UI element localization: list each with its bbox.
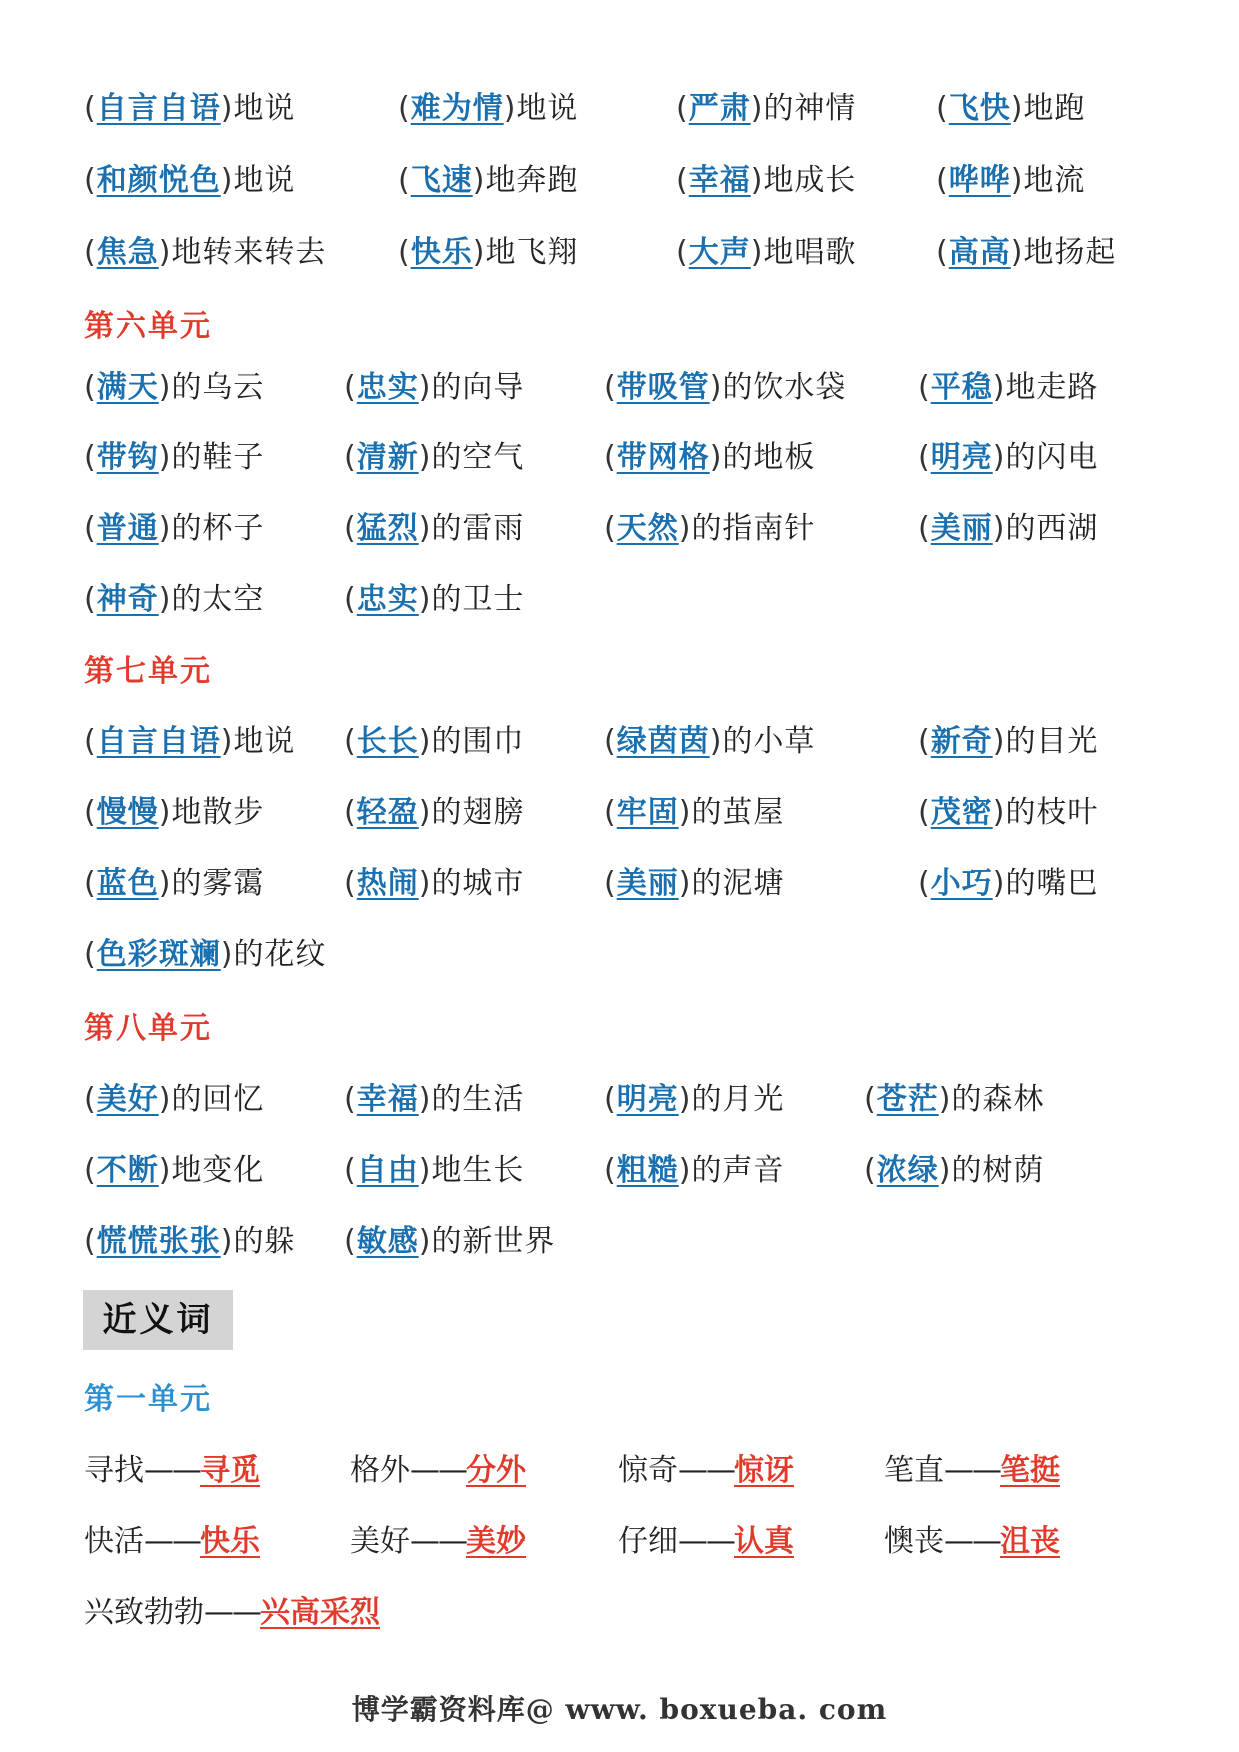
phrase-row (0, 429, 1239, 487)
phrase-row (0, 571, 1239, 629)
phrase-row (0, 1071, 1239, 1129)
phrase-item: (幸福)的生活 (344, 1082, 525, 1117)
synonym-pair: 兴致勃勃——兴高采烈 (84, 1595, 380, 1630)
phrase-row (0, 359, 1239, 417)
phrase-item: (新奇)的目光 (918, 724, 1099, 759)
unit-heading: 第一单元 (84, 1382, 212, 1417)
phrase-item: (高高)地扬起 (936, 235, 1117, 270)
phrase-item: (忠实)的向导 (344, 370, 525, 405)
phrase-item: (长长)的围巾 (344, 724, 525, 759)
phrase-item: (飞速)地奔跑 (398, 163, 579, 198)
phrase-row (0, 80, 1239, 138)
synonym-row (0, 1513, 1239, 1571)
phrase-item: (满天)的乌云 (84, 370, 265, 405)
phrase-item: (明亮)的闪电 (918, 440, 1099, 475)
phrase-item: (带吸管)的饮水袋 (604, 370, 847, 405)
synonym-pair: 懊丧——沮丧 (884, 1524, 1060, 1559)
phrase-item: (慢慢)地散步 (84, 795, 265, 830)
phrase-item: (敏感)的新世界 (344, 1224, 556, 1259)
phrase-item: (美好)的回忆 (84, 1082, 265, 1117)
phrase-item: (清新)的空气 (344, 440, 525, 475)
phrase-row (0, 784, 1239, 842)
phrase-item: (焦急)地转来转去 (84, 235, 327, 270)
phrase-item: (和颜悦色)地说 (84, 163, 296, 198)
phrase-item: (忠实)的卫士 (344, 582, 525, 617)
phrase-item: (神奇)的太空 (84, 582, 265, 617)
unit-heading: 第八单元 (84, 1011, 212, 1046)
section-label-synonyms: 近义词 (83, 1290, 233, 1350)
phrase-item: (带钩)的鞋子 (84, 440, 265, 475)
phrase-item: (自言自语)地说 (84, 724, 296, 759)
phrase-item: (自言自语)地说 (84, 91, 296, 126)
synonym-pair: 仔细——认真 (618, 1524, 794, 1559)
phrase-item: (平稳)地走路 (918, 370, 1099, 405)
phrase-row (0, 152, 1239, 210)
phrase-row (0, 1142, 1239, 1200)
phrase-item: (美丽)的泥塘 (604, 866, 785, 901)
synonym-pair: 美好——美妙 (350, 1524, 526, 1559)
phrase-item: (慌慌张张)的躲 (84, 1224, 296, 1259)
phrase-item: (大声)地唱歌 (676, 235, 857, 270)
phrase-item: (茂密)的枝叶 (918, 795, 1099, 830)
phrase-item: (粗糙)的声音 (604, 1153, 785, 1188)
phrase-item: (猛烈)的雷雨 (344, 511, 525, 546)
phrase-row (0, 224, 1239, 282)
phrase-row (0, 1213, 1239, 1271)
phrase-row (0, 926, 1239, 984)
synonym-pair: 惊奇——惊讶 (618, 1453, 794, 1488)
phrase-item: (轻盈)的翅膀 (344, 795, 525, 830)
phrase-item: (牢固)的茧屋 (604, 795, 785, 830)
phrase-item: (不断)地变化 (84, 1153, 265, 1188)
phrase-item: (明亮)的月光 (604, 1082, 785, 1117)
phrase-item: (天然)的指南针 (604, 511, 816, 546)
synonym-pair: 寻找——寻觅 (84, 1453, 260, 1488)
phrase-item: (热闹)的城市 (344, 866, 525, 901)
watermark-footer: 博学霸资料库@ www. boxueba. com (351, 1693, 888, 1726)
phrase-item: (绿茵茵)的小草 (604, 724, 816, 759)
unit-heading: 第七单元 (84, 654, 212, 689)
phrase-item: (带网格)的地板 (604, 440, 816, 475)
synonym-pair: 格外——分外 (350, 1453, 526, 1488)
phrase-item: (哗哗)地流 (936, 163, 1086, 198)
phrase-item: (快乐)地飞翔 (398, 235, 579, 270)
phrase-item: (飞快)地跑 (936, 91, 1086, 126)
phrase-item: (普通)的杯子 (84, 511, 265, 546)
phrase-item: (幸福)地成长 (676, 163, 857, 198)
synonym-pair: 快活——快乐 (84, 1524, 260, 1559)
phrase-item: (浓绿)的树荫 (864, 1153, 1045, 1188)
phrase-row (0, 855, 1239, 913)
synonym-row (0, 1442, 1239, 1500)
phrase-item: (美丽)的西湖 (918, 511, 1099, 546)
synonym-row (0, 1584, 1239, 1642)
phrase-item: (小巧)的嘴巴 (918, 866, 1099, 901)
phrase-item: (蓝色)的雾霭 (84, 866, 265, 901)
unit-heading: 第六单元 (84, 309, 212, 344)
phrase-item: (难为情)地说 (398, 91, 579, 126)
phrase-item: (色彩斑斓)的花纹 (84, 937, 327, 972)
phrase-item: (严肃)的神情 (676, 91, 857, 126)
phrase-row (0, 713, 1239, 771)
phrase-row (0, 500, 1239, 558)
phrase-item: (自由)地生长 (344, 1153, 525, 1188)
synonym-pair: 笔直——笔挺 (884, 1453, 1060, 1488)
phrase-item: (苍茫)的森林 (864, 1082, 1045, 1117)
